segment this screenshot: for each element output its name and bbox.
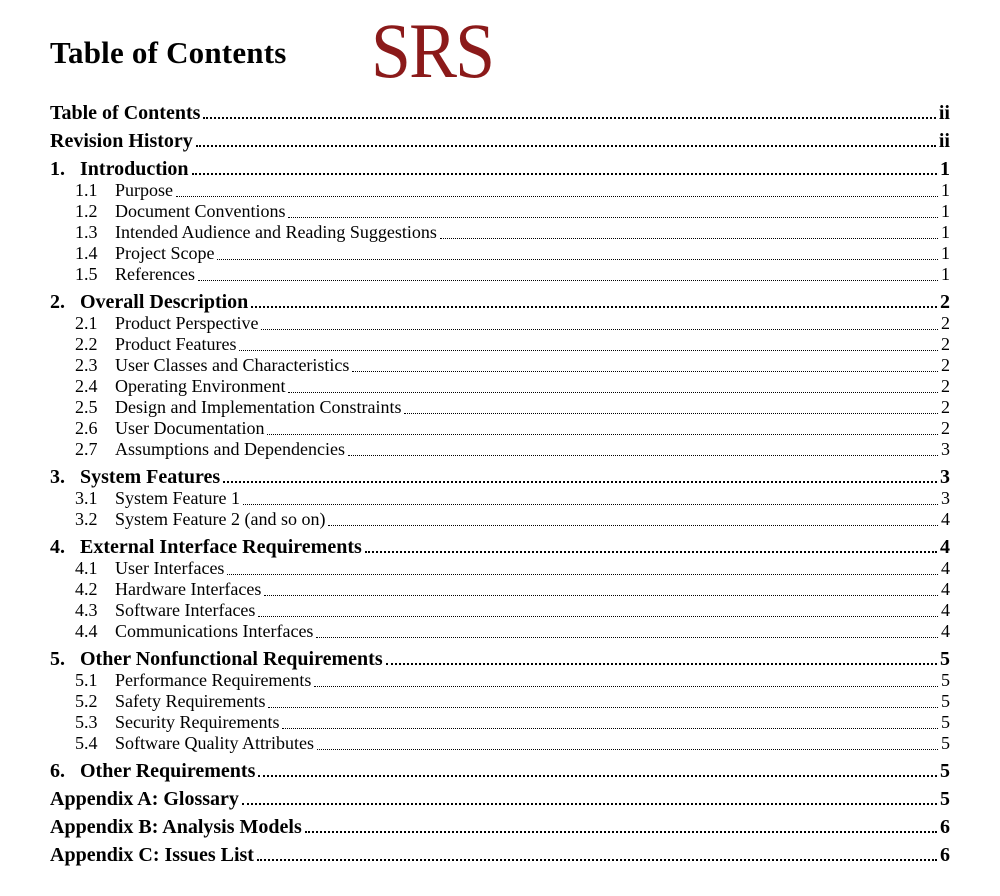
toc-entry-label: Intended Audience and Reading Suggestions xyxy=(115,222,437,242)
toc-entry-number: 2.5 xyxy=(75,397,98,417)
toc-entry[interactable] xyxy=(50,102,950,124)
toc-entry-number: 4.4 xyxy=(75,621,98,641)
toc-entry-page: 2 xyxy=(941,418,950,438)
toc-entry-label: Document Conventions xyxy=(115,201,286,221)
toc-entry-number: 6. xyxy=(50,760,65,782)
toc-entry-label: Other Requirements xyxy=(80,760,256,782)
toc-entry-number: 3.2 xyxy=(75,509,98,529)
toc-entry-page: 4 xyxy=(941,621,950,641)
page-title: Table of Contents xyxy=(50,35,287,70)
toc-leader-dots xyxy=(227,574,938,575)
toc-entry-page: 5 xyxy=(941,733,950,753)
toc-entry[interactable] xyxy=(50,180,950,201)
toc-entry-label: User Interfaces xyxy=(115,558,225,578)
toc-entry[interactable] xyxy=(50,844,950,866)
toc-entry-page: 1 xyxy=(941,243,950,263)
toc-entry-label: Appendix A: Glossary xyxy=(50,788,239,810)
toc-leader-dots xyxy=(365,551,937,553)
toc-entry-number: 1.1 xyxy=(75,180,98,200)
toc-leader-dots xyxy=(223,481,937,483)
page-header xyxy=(50,7,950,94)
toc-entry[interactable] xyxy=(50,334,950,355)
toc-leader-dots xyxy=(198,280,938,281)
toc-entry-page: 1 xyxy=(941,180,950,200)
toc-entry[interactable] xyxy=(50,670,950,691)
toc-entry-label: User Documentation xyxy=(115,418,265,438)
toc-entry-label: Overall Description xyxy=(80,291,249,313)
toc-entry-page: 1 xyxy=(941,201,950,221)
toc-entry-label: Table of Contents xyxy=(50,102,201,124)
toc-entry-label: Revision History xyxy=(50,130,193,152)
toc-entry-label: Purpose xyxy=(115,180,173,200)
toc-entry-page: 6 xyxy=(940,844,950,866)
toc-leader-dots xyxy=(440,238,938,239)
toc-entry-label: Product Perspective xyxy=(115,313,259,333)
toc-leader-dots xyxy=(239,350,938,351)
toc-entry-label: Software Quality Attributes xyxy=(115,733,314,753)
toc-entry-number: 4. xyxy=(50,536,65,558)
toc-entry-number: 3. xyxy=(50,466,65,488)
toc-leader-dots xyxy=(404,413,938,414)
toc-entry-number: 2.6 xyxy=(75,418,98,438)
toc-leader-dots xyxy=(328,525,938,526)
toc-entry-number: 5.4 xyxy=(75,733,98,753)
toc-entry[interactable] xyxy=(50,376,950,397)
toc-entry[interactable] xyxy=(50,600,950,621)
toc-entry[interactable] xyxy=(50,222,950,243)
toc-entry-page: 4 xyxy=(941,579,950,599)
toc-entry-label: Software Interfaces xyxy=(115,600,256,620)
toc-entry-label: Product Features xyxy=(115,334,237,354)
toc-entry-label: System Feature 1 xyxy=(115,488,240,508)
toc-entry-page: 2 xyxy=(941,397,950,417)
toc-entry[interactable] xyxy=(50,712,950,733)
srs-logo: SRS xyxy=(370,7,493,94)
toc-entry-page: 5 xyxy=(940,648,950,670)
toc-entry-page: 5 xyxy=(941,670,950,690)
toc-leader-dots xyxy=(258,775,937,777)
toc-leader-dots xyxy=(258,616,938,617)
toc-entry-label: Assumptions and Dependencies xyxy=(115,439,345,459)
toc-entry-number: 3.1 xyxy=(75,488,98,508)
toc-leader-dots xyxy=(268,707,938,708)
toc-entry[interactable] xyxy=(50,466,950,488)
toc-entry-label: Operating Environment xyxy=(115,376,286,396)
toc-leader-dots xyxy=(176,196,938,197)
toc-entry-number: 2.1 xyxy=(75,313,98,333)
toc-entry-number: 1.4 xyxy=(75,243,98,263)
toc-entry-number: 2.2 xyxy=(75,334,98,354)
toc-leader-dots xyxy=(352,371,938,372)
toc-entry[interactable] xyxy=(50,788,950,810)
toc-leader-dots xyxy=(242,803,937,805)
toc-leader-dots xyxy=(251,306,937,308)
toc-entry-page: 5 xyxy=(940,760,950,782)
toc-leader-dots xyxy=(264,595,938,596)
toc-entry[interactable] xyxy=(50,264,950,285)
toc-entry[interactable] xyxy=(50,488,950,509)
toc-entry-page: 4 xyxy=(940,536,950,558)
toc-entry-page: 4 xyxy=(941,509,950,529)
toc-entry-number: 1. xyxy=(50,158,65,180)
toc-entry-page: ii xyxy=(938,130,950,152)
toc-leader-dots xyxy=(314,686,938,687)
toc-leader-dots xyxy=(316,637,938,638)
toc-entry-page: 4 xyxy=(941,600,950,620)
toc-entry-page: 6 xyxy=(940,816,950,838)
toc-entry[interactable] xyxy=(50,158,950,180)
toc-entry-label: Performance Requirements xyxy=(115,670,312,690)
toc-entry-number: 1.3 xyxy=(75,222,98,242)
toc-entry[interactable] xyxy=(50,418,950,439)
toc-entry-page: 5 xyxy=(940,788,950,810)
toc-entry[interactable] xyxy=(50,733,950,754)
toc-entry-page: 1 xyxy=(940,158,950,180)
toc-entry[interactable] xyxy=(50,130,950,152)
toc-entry-number: 2. xyxy=(50,291,65,313)
toc-entry-label: References xyxy=(115,264,195,284)
toc-entry[interactable] xyxy=(50,558,950,579)
toc-entry-number: 5. xyxy=(50,648,65,670)
toc-entry-label: Appendix C: Issues List xyxy=(50,844,254,866)
toc-entry[interactable] xyxy=(50,760,950,782)
toc-entry[interactable] xyxy=(50,691,950,712)
toc-leader-dots xyxy=(243,504,938,505)
toc-entry-page: 2 xyxy=(941,376,950,396)
toc-entry-page: 5 xyxy=(941,712,950,732)
toc-entry-page: 5 xyxy=(941,691,950,711)
toc-entry-label: Project Scope xyxy=(115,243,215,263)
toc-entry-number: 2.4 xyxy=(75,376,98,396)
toc-entry-label: Security Requirements xyxy=(115,712,280,732)
toc-entry[interactable] xyxy=(50,579,950,600)
toc-entry-page: 3 xyxy=(940,466,950,488)
toc-entry-page: 1 xyxy=(941,264,950,284)
toc-entry-label: Hardware Interfaces xyxy=(115,579,262,599)
toc-leader-dots xyxy=(196,145,936,147)
toc-entry[interactable] xyxy=(50,536,950,558)
toc-entry[interactable] xyxy=(50,397,950,418)
toc-entry-number: 1.2 xyxy=(75,201,98,221)
toc-entry-label: System Feature 2 (and so on) xyxy=(115,509,326,529)
toc-entry-page: 2 xyxy=(941,355,950,375)
toc-entry-label: Safety Requirements xyxy=(115,691,266,711)
toc-entry[interactable] xyxy=(50,816,950,838)
toc-entry-page: 4 xyxy=(941,558,950,578)
toc-leader-dots xyxy=(217,259,938,260)
toc-entry[interactable] xyxy=(50,509,950,530)
toc-entry-number: 4.2 xyxy=(75,579,98,599)
toc-entry-label: Appendix B: Analysis Models xyxy=(50,816,302,838)
toc-entry[interactable] xyxy=(50,201,950,222)
toc-leader-dots xyxy=(192,173,937,175)
toc-entry-page: ii xyxy=(938,102,950,124)
toc-entry[interactable] xyxy=(50,243,950,264)
toc-entry[interactable] xyxy=(50,291,950,313)
toc-entry-page: 2 xyxy=(941,334,950,354)
toc-entry-number: 5.3 xyxy=(75,712,98,732)
toc-leader-dots xyxy=(282,728,938,729)
toc-entry[interactable] xyxy=(50,439,950,460)
toc-entry-label: External Interface Requirements xyxy=(80,536,362,558)
toc-list xyxy=(50,102,950,866)
toc-entry-label: Communications Interfaces xyxy=(115,621,314,641)
toc-entry[interactable] xyxy=(50,355,950,376)
toc-leader-dots xyxy=(317,749,938,750)
toc-leader-dots xyxy=(203,117,935,119)
toc-leader-dots xyxy=(386,663,937,665)
toc-leader-dots xyxy=(348,455,938,456)
toc-leader-dots xyxy=(257,859,937,861)
toc-entry-number: 2.7 xyxy=(75,439,98,459)
toc-entry[interactable] xyxy=(50,313,950,334)
toc-entry-number: 5.1 xyxy=(75,670,98,690)
toc-entry-label: Other Nonfunctional Requirements xyxy=(80,648,383,670)
toc-leader-dots xyxy=(305,831,937,833)
toc-entry-page: 1 xyxy=(941,222,950,242)
toc-entry-number: 1.5 xyxy=(75,264,98,284)
toc-entry[interactable] xyxy=(50,648,950,670)
toc-entry-number: 4.1 xyxy=(75,558,98,578)
toc-entry-number: 2.3 xyxy=(75,355,98,375)
toc-entry-label: User Classes and Characteristics xyxy=(115,355,350,375)
toc-entry-page: 2 xyxy=(940,291,950,313)
toc-entry-number: 4.3 xyxy=(75,600,98,620)
toc-leader-dots xyxy=(288,217,938,218)
toc-entry-page: 3 xyxy=(941,439,950,459)
toc-leader-dots xyxy=(267,434,938,435)
toc-entry-page: 3 xyxy=(941,488,950,508)
toc-entry-number: 5.2 xyxy=(75,691,98,711)
toc-entry-label: Introduction xyxy=(80,158,189,180)
toc-leader-dots xyxy=(261,329,938,330)
toc-entry-page: 2 xyxy=(941,313,950,333)
toc-entry[interactable] xyxy=(50,621,950,642)
toc-leader-dots xyxy=(288,392,938,393)
toc-entry-label: System Features xyxy=(80,466,221,488)
toc-entry-label: Design and Implementation Constraints xyxy=(115,397,402,417)
